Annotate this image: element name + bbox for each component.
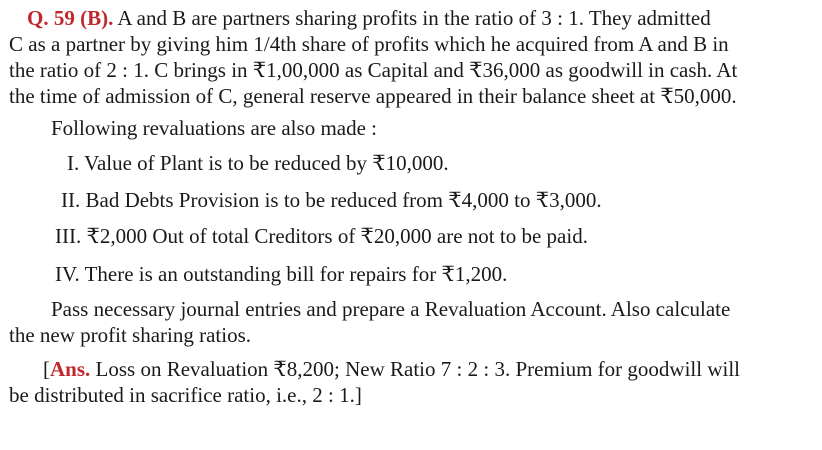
question-text-1: A and B are partners sharing profits in the ratio of 3 : 1. They admitted <box>113 6 711 30</box>
answer-line-2: be distributed in sacrifice ratio, i.e., 2 : 1.] <box>9 383 362 407</box>
revaluation-item-1: I. Value of Plant is to be reduced by ₹10,000. <box>67 151 449 175</box>
instruction-line-2: the new profit sharing ratios. <box>9 323 252 347</box>
answer-line-1 <box>43 357 740 381</box>
revaluation-item-2: II. Bad Debts Provision is to be reduced from ₹4,000 to ₹3,000. <box>61 188 602 212</box>
question-line-3: the ratio of 2 : 1. C brings in ₹1,00,000 as Capital and ₹36,000 as goodwill in cash. At <box>9 58 738 82</box>
revaluation-intro: Following revaluations are also made : <box>51 116 378 140</box>
question-number: Q. 59 (B). <box>27 6 114 30</box>
question-line-2: C as a partner by giving him 1/4th share of profits which he acquired from A and B in <box>9 32 729 56</box>
question-line-4: the time of admission of C, general reserve appeared in their balance sheet at ₹50,000. <box>9 84 737 108</box>
revaluation-item-3: III. ₹2,000 Out of total Creditors of ₹20,000 are not to be paid. <box>55 224 588 248</box>
answer-text-1: Loss on Revaluation ₹8,200; New Ratio 7 : 2 : 3. Premium for goodwill will <box>90 357 741 381</box>
answer-open-bracket: [ <box>43 357 50 381</box>
instruction-line-1: Pass necessary journal entries and prepare a Revaluation Account. Also calculate <box>51 297 731 321</box>
answer-label: Ans. <box>50 357 91 381</box>
revaluation-item-4: IV. There is an outstanding bill for repairs for ₹1,200. <box>55 262 508 286</box>
question-line-1 <box>27 6 711 30</box>
